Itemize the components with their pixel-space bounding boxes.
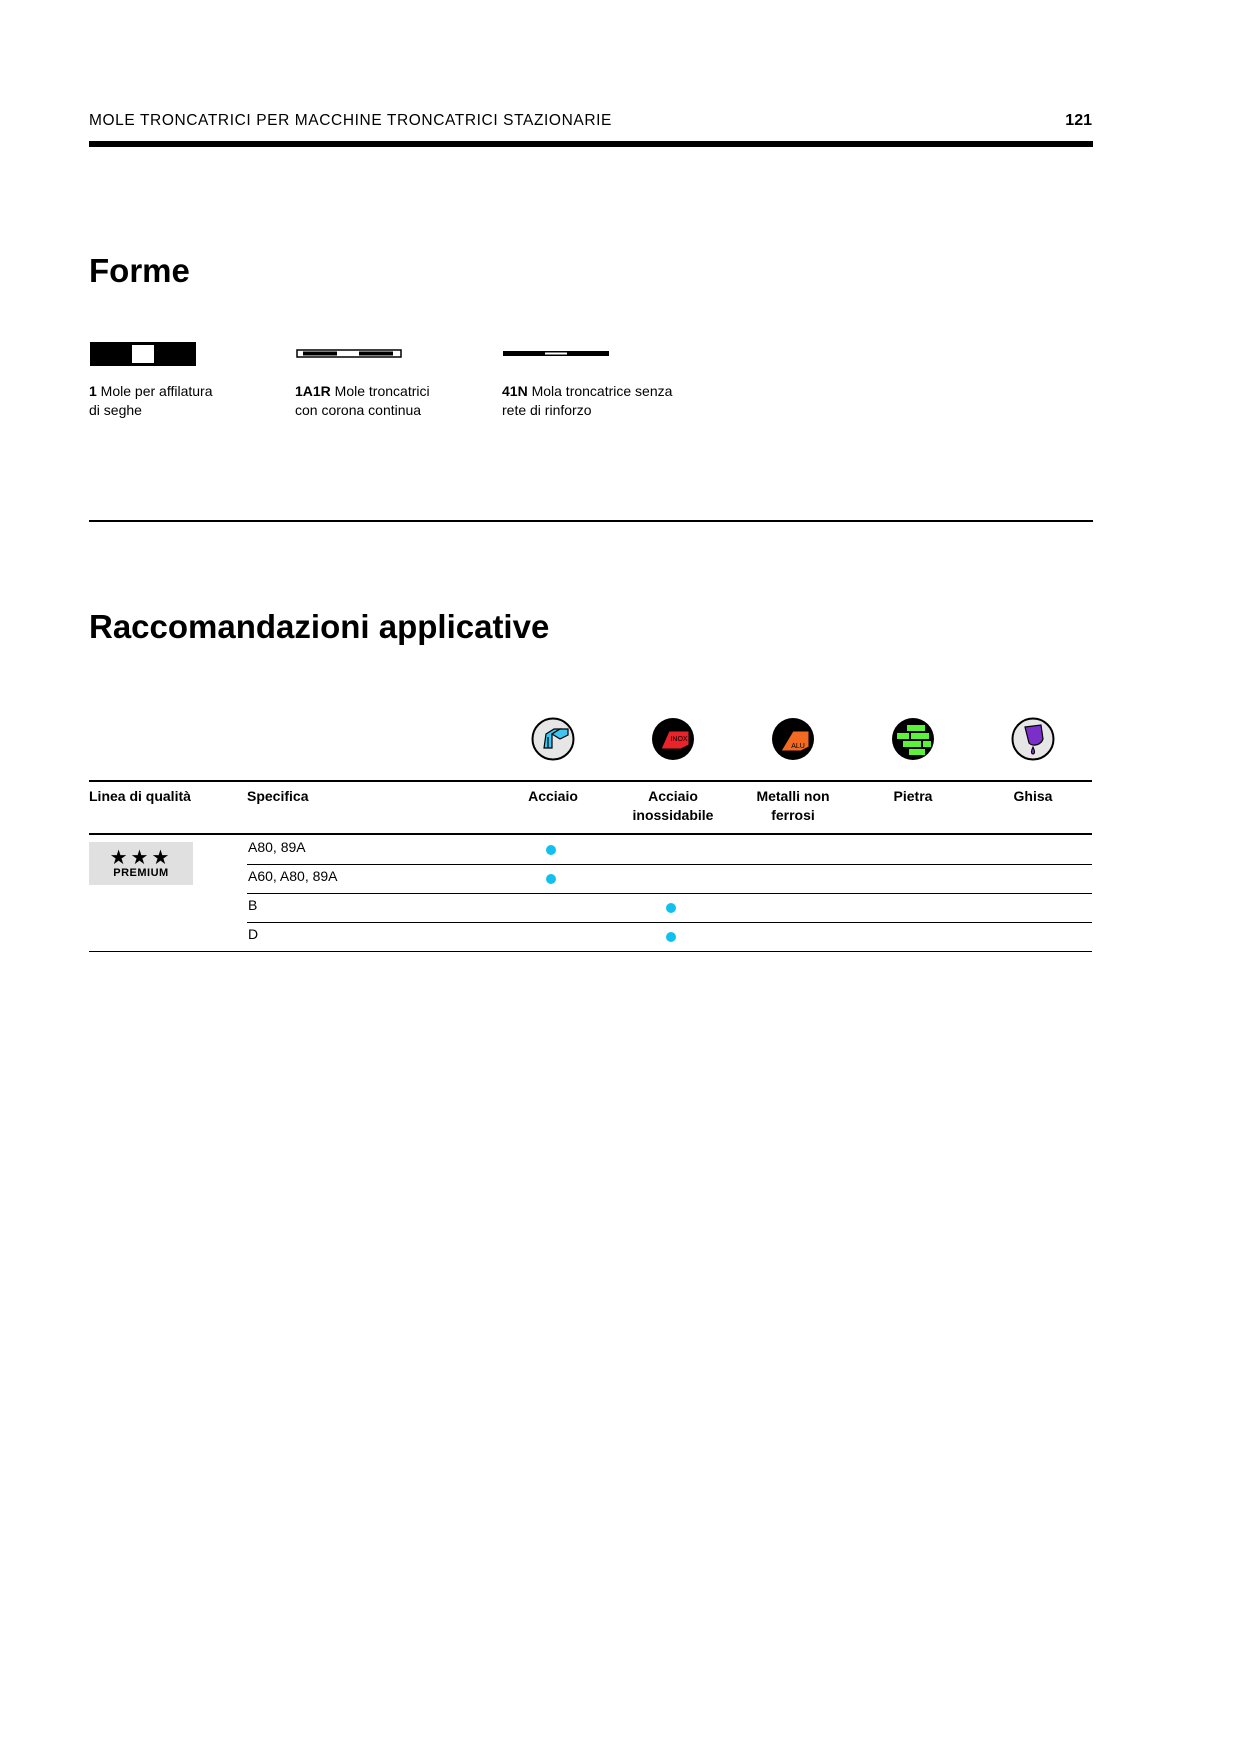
premium-label: PREMIUM xyxy=(113,867,169,879)
alu-icon xyxy=(771,717,815,761)
col-header-acciaio xyxy=(493,787,613,806)
row-divider xyxy=(247,922,1092,923)
col-header-ghisa-line1: Ghisa xyxy=(1013,788,1053,804)
col-header-pietra-line1: Pietra xyxy=(893,788,933,804)
col-header-acciaio-inox-line2: inossidabile xyxy=(632,807,714,823)
row-divider xyxy=(247,893,1092,894)
col-header-metalli-line1: Metalli non xyxy=(756,788,830,804)
shape-41n-code: 41N xyxy=(502,383,528,399)
col-header-ghisa xyxy=(973,787,1093,806)
shape-1a1r-caption xyxy=(295,382,430,420)
table-bottom-rule xyxy=(89,951,1092,952)
table-row-mark xyxy=(666,932,676,942)
stone-icon xyxy=(891,717,935,761)
shape-1-desc-line1: Mole per affilatura xyxy=(96,383,213,399)
col-header-specifica: Specifica xyxy=(247,788,309,804)
table-row-spec: A60, A80, 89A xyxy=(248,868,338,884)
page-number: 121 xyxy=(1065,112,1092,129)
shape-1a1r-desc-line2: con corona continua xyxy=(295,402,422,418)
col-header-acciaio-line1: Acciaio xyxy=(528,788,578,804)
col-header-pietra xyxy=(853,787,973,806)
section-title-forme: Forme xyxy=(89,252,190,289)
header-rule xyxy=(89,141,1093,147)
shape-1-caption xyxy=(89,382,213,420)
shape-41n-desc-line1: Mola troncatrice senza xyxy=(527,383,673,399)
col-header-metalli-line2: ferrosi xyxy=(771,807,815,823)
row-divider xyxy=(247,864,1092,865)
table-row-spec: B xyxy=(248,897,258,913)
col-header-acciaio-inox-line1: Acciaio xyxy=(648,788,698,804)
col-header-metalli xyxy=(733,787,853,825)
shape-1a1r-diagram xyxy=(296,340,402,368)
shape-1a1r-desc-line1: Mole troncatrici xyxy=(330,383,430,399)
shape-1-diagram xyxy=(90,340,196,368)
table-top-rule xyxy=(89,780,1092,782)
alu-icon-label: ALU xyxy=(791,743,805,750)
col-header-linea: Linea di qualità xyxy=(89,788,191,804)
running-header: MOLE TRONCATRICI PER MACCHINE TRONCATRICI STAZIONARIE xyxy=(89,112,612,129)
shape-41n-diagram xyxy=(503,340,609,368)
premium-stars-icon: ★★★ xyxy=(109,845,173,869)
steel-icon xyxy=(531,717,575,761)
section-title-raccomandazioni: Raccomandazioni applicative xyxy=(89,608,550,645)
table-row-mark xyxy=(666,903,676,913)
shape-1-desc-line2: di seghe xyxy=(89,402,142,418)
table-row-spec: A80, 89A xyxy=(248,839,306,855)
shape-41n-desc-line2: rete di rinforzo xyxy=(502,402,592,418)
table-row-mark xyxy=(546,845,556,855)
table-row-mark xyxy=(546,874,556,884)
table-header-rule xyxy=(89,833,1092,835)
cast-iron-icon xyxy=(1011,717,1055,761)
section-divider xyxy=(89,520,1093,522)
shape-1-code: 1 xyxy=(89,383,97,399)
table-row-spec: D xyxy=(248,926,259,942)
inox-icon xyxy=(651,717,695,761)
inox-icon-label: INOX xyxy=(670,736,688,743)
shape-1a1r-code: 1A1R xyxy=(295,383,331,399)
shape-41n-caption xyxy=(502,382,672,420)
col-header-acciaio-inox xyxy=(613,787,733,825)
premium-badge xyxy=(89,842,193,885)
